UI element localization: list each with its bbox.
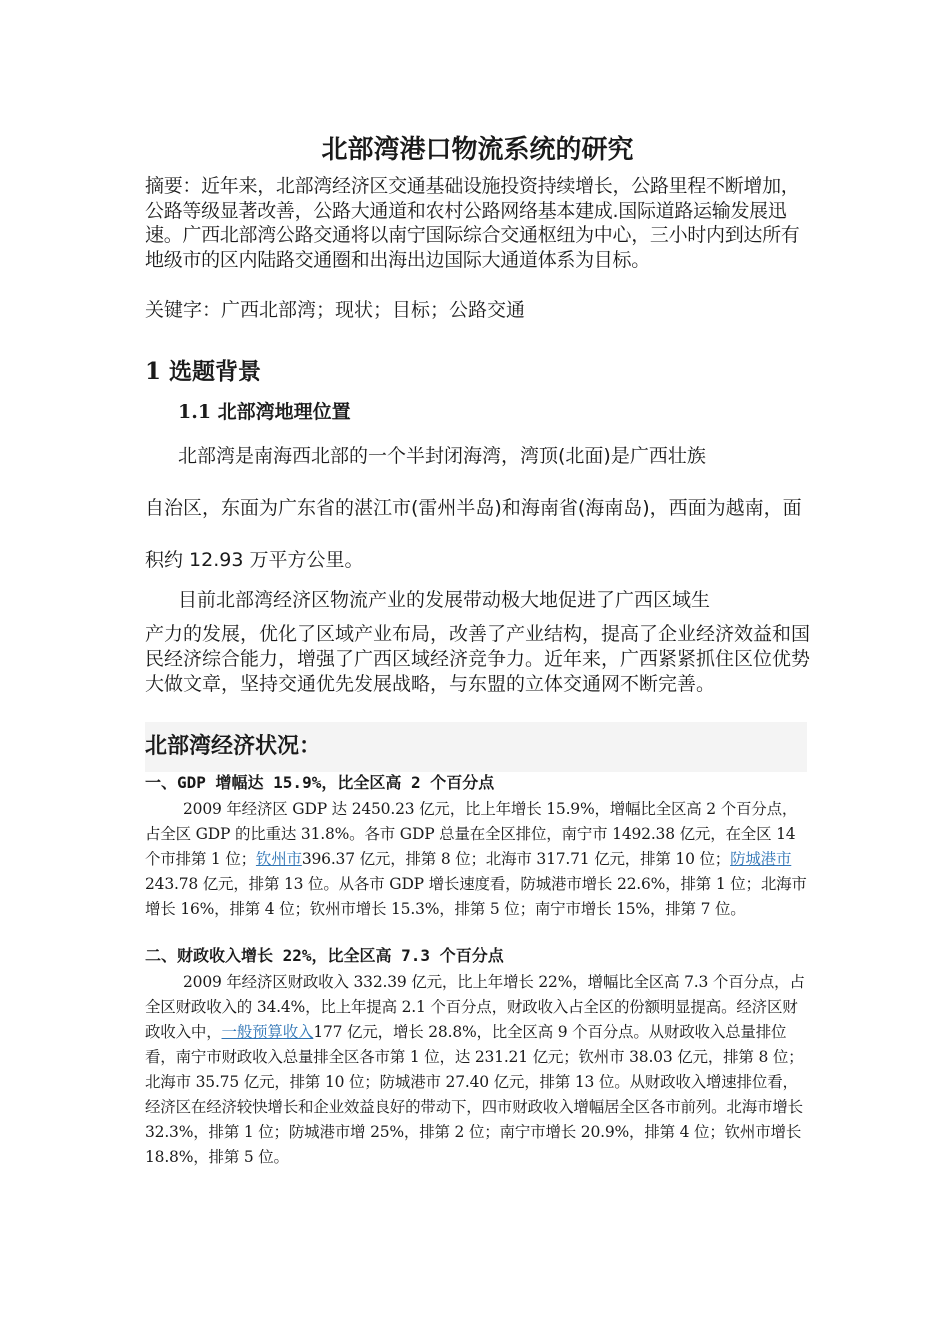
keywords: 关键字：广西北部湾；现状；目标；公路交通: [145, 299, 526, 321]
gdp-text-a: 2009 年经济区 GDP 达 2450.23 亿元，比上年增长 15.9%，增幅比全区高 2 个百分点，占全区 GDP 的比重达 31.8%。各市 GDP 总量在全区排位，南宁市 1492.38 亿元，在全区 14 个市排第 1 位；: [145, 800, 798, 868]
economy-heading: 北部湾经济状况：: [145, 734, 322, 759]
qinzhou-link[interactable]: 钦州市: [255, 850, 302, 868]
abstract: 摘要：近年来，北部湾经济区交通基础设施投资持续增长，公路里程不断增加，公路等级显著改善，公路大通道和农村公路网络基本建成.国际道路运输发展迅速。广西北部湾公路交通将以南宁国际综合交通枢纽为中心，三小时内到达所有地级市的区内陆路交通圈和出海出边国际大通道体系为目标。: [145, 175, 800, 271]
finance-paragraph: [145, 970, 810, 1170]
section-heading-background: 1 选题背景: [145, 358, 262, 385]
gdp-text-c: 243.78 亿元，排第 13 位。从各市 GDP 增长速度看，防城港市增长 22.6%，排第 1 位；北海市增长 16%，排第 4 位；钦州市增长 15.3%，排第 5 位；南宁市增长 15%，排第 7 位。: [145, 875, 807, 918]
subsection-heading-geography: 1.1 北部湾地理位置: [178, 401, 351, 423]
finance-text-b: 177 亿元，增长 28.8%，比全区高 9 个百分点。从财政收入总量排位看，南宁市财政收入总量排全区各市第 1 位，达 231.21 亿元；钦州市 38.03 亿元，排第 8 位；北海市 35.75 亿元，排第 10 位；防城港市 27.40 亿元，排第 13 位。从财政收入增速排位看，经济区在经济较快增长和企业效益良好的带动下，四市财政收入增幅居全区各市前列。北海市增长 32.3%，排第 1 位；防城港市增 25%，排第 2 位；南宁市增长 20.9%，排第 4 位；钦州市增长 18.8%，排第 5 位。: [145, 1023, 804, 1166]
geography-paragraph: [145, 430, 810, 586]
finance-text-a: 2009 年经济区财政收入 332.39 亿元，比上年增长 22%，增幅比全区高 7.3 个百分点，占全区财政收入的 34.4%，比上年提高 2.1 个百分点，财政收入占全区的份额明显提高。经济区财政收入中，: [145, 973, 805, 1041]
logistics-paragraph: [145, 582, 810, 697]
gdp-text-b: 396.37 亿元，排第 8 位；北海市 317.71 亿元，排第 10 位；: [301, 850, 731, 868]
document-title: 北部湾港口物流系统的研究: [321, 135, 634, 165]
general-budget-link[interactable]: 一般预算收入: [221, 1023, 314, 1041]
geography-rest: 自治区，东面为广东省的湛江市(雷州半岛)和海南省(海南岛)，西面为越南，面积约 12.93 万平方公里。: [145, 497, 802, 571]
fangchenggang-link[interactable]: 防城港市: [730, 850, 792, 868]
finance-heading: 二、财政收入增长 22%，比全区高 7.3 个百分点: [145, 946, 504, 965]
logistics-rest: 产力的发展，优化了区域产业布局，改善了产业结构，提高了企业经济效益和国民经济综合能力，增强了广西区域经济竞争力。近年来，广西紧紧抓住区位优势大做文章，坚持交通优先发展战略，与东盟的立体交通网不断完善。: [145, 623, 811, 695]
gdp-paragraph: [145, 797, 810, 922]
gdp-heading: 一、GDP 增幅达 15.9%，比全区高 2 个百分点: [145, 773, 495, 792]
geography-line-1: 北部湾是南海西北部的一个半封闭海湾，湾顶(北面)是广西壮族: [178, 445, 706, 467]
logistics-line-1: 目前北部湾经济区物流产业的发展带动极大地促进了广西区域生: [178, 589, 711, 611]
